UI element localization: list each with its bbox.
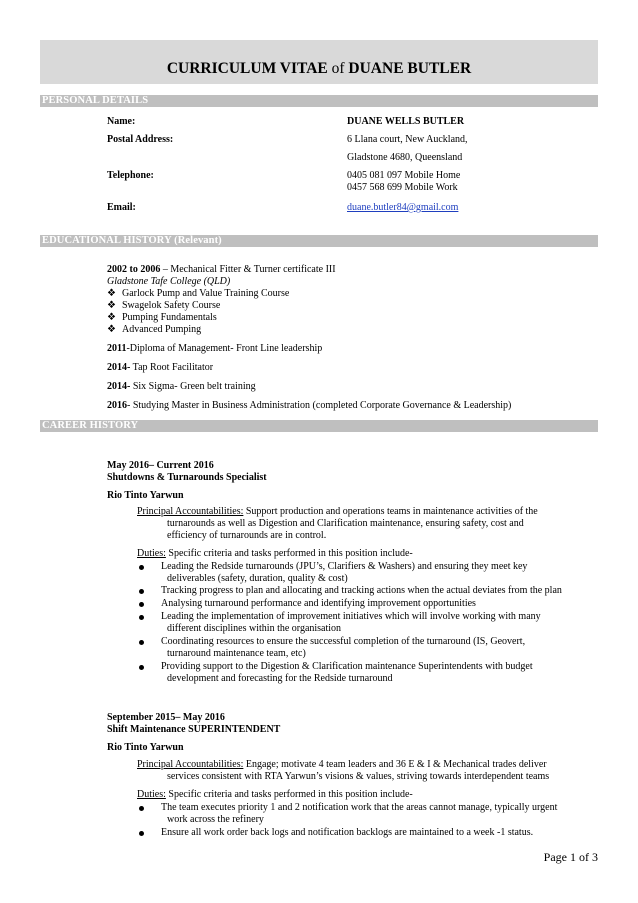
section-header-career: CAREER HISTORY bbox=[40, 420, 598, 432]
duty-item-cont: development and forecasting for the Redside turnaround bbox=[167, 673, 393, 684]
course-item: Swagelok Safety Course bbox=[122, 300, 221, 311]
course-item: Pumping Fundamentals bbox=[122, 312, 217, 323]
job-role: Shutdowns & Turnarounds Specialist bbox=[107, 472, 267, 483]
duty-item: The team executes priority 1 and 2 notification work that the areas cannot manage, typically urgent bbox=[161, 802, 558, 813]
duty-item-cont: deliverables (safety, duration, quality & cost) bbox=[167, 573, 348, 584]
duty-item: Coordinating resources to ensure the successful completion of the turnaround (IS, Geovert, bbox=[161, 636, 526, 647]
diamond-bullet-icon: ❖ bbox=[107, 300, 116, 311]
postal-line1: 6 Llana court, New Auckland, bbox=[347, 134, 468, 145]
duty-item: Ensure all work order back logs and notification backlogs are maintained to a week -1 status. bbox=[161, 827, 534, 838]
course-item: Garlock Pump and Value Training Course bbox=[122, 288, 290, 299]
cv-title-bar bbox=[40, 40, 598, 84]
name-value: DUANE WELLS BUTLER bbox=[347, 116, 465, 127]
course-item: Advanced Pumping bbox=[122, 324, 202, 335]
job-period: May 2016– Current 2016 bbox=[107, 460, 214, 471]
bullet-icon bbox=[139, 589, 144, 594]
job-duties: Duties: Specific criteria and tasks performed in this position include- bbox=[137, 548, 413, 559]
section-header-personal: PERSONAL DETAILS bbox=[40, 95, 598, 107]
edu-item: 2016- Studying Master in Business Administration (completed Corporate Governance & Leadership) bbox=[107, 400, 512, 411]
edu-item: 2011-Diploma of Management- Front Line leadership bbox=[107, 343, 323, 354]
job-accountabilities: Principal Accountabilities: Engage; motivate 4 team leaders and 36 E & I & Mechanical trades deliver bbox=[137, 759, 547, 770]
diamond-bullet-icon: ❖ bbox=[107, 312, 116, 323]
duty-item: Providing support to the Digestion & Clarification maintenance Superintendents with budget bbox=[161, 661, 533, 672]
bullet-icon bbox=[139, 831, 144, 836]
bullet-icon bbox=[139, 602, 144, 607]
job-accountabilities-cont: turnarounds as well as Digestion and Clarification maintenance, ensuring safety, cost and bbox=[167, 518, 524, 529]
bullet-icon bbox=[139, 565, 144, 570]
page-number: Page 1 of 3 bbox=[543, 850, 598, 864]
job-accountabilities: Principal Accountabilities: Support production and operations teams in maintenance activities of the bbox=[137, 506, 538, 517]
name-label: Name: bbox=[107, 116, 136, 127]
edu-item: 2014- Tap Root Facilitator bbox=[107, 362, 214, 373]
edu-college: Gladstone Tafe College (QLD) bbox=[107, 276, 231, 287]
email-link[interactable]: duane.butler84@gmail.com bbox=[347, 202, 459, 213]
edu-cert: 2002 to 2006 – Mechanical Fitter & Turner certificate III bbox=[107, 264, 336, 275]
cv-title: CURRICULUM VITAE of DUANE BUTLER bbox=[166, 60, 472, 77]
duty-item-cont: work across the refinery bbox=[167, 814, 264, 825]
duty-item: Leading the implementation of improvement initiatives which will involve working with many bbox=[161, 611, 541, 622]
duty-item: Leading the Redside turnarounds (JPU’s, Clarifiers & Washers) and ensuring they meet key bbox=[161, 561, 528, 572]
phone-line1: 0405 081 097 Mobile Home bbox=[347, 170, 461, 181]
job-duties: Duties: Specific criteria and tasks performed in this position include- bbox=[137, 789, 413, 800]
phone-line2: 0457 568 699 Mobile Work bbox=[347, 182, 458, 193]
section-header-education: EDUCATIONAL HISTORY (Relevant) bbox=[40, 235, 598, 247]
postal-label: Postal Address: bbox=[107, 134, 174, 145]
diamond-bullet-icon: ❖ bbox=[107, 288, 116, 299]
bullet-icon bbox=[139, 640, 144, 645]
postal-line2: Gladstone 4680, Queensland bbox=[347, 152, 463, 163]
job-company: Rio Tinto Yarwun bbox=[107, 742, 184, 753]
duty-item: Tracking progress to plan and allocating and tracking actions when the actual deviates from the plan bbox=[161, 585, 562, 596]
diamond-bullet-icon: ❖ bbox=[107, 324, 116, 335]
job-company: Rio Tinto Yarwun bbox=[107, 490, 184, 501]
job-role: Shift Maintenance SUPERINTENDENT bbox=[107, 724, 281, 735]
duty-item-cont: turnaround maintenance team, etc) bbox=[167, 648, 306, 659]
bullet-icon bbox=[139, 615, 144, 620]
job-period: September 2015– May 2016 bbox=[107, 712, 225, 723]
email-label: Email: bbox=[107, 202, 136, 213]
job-accountabilities-cont: services consistent with RTA Yarwun’s visions & values, striving towards interdependent teams bbox=[167, 771, 550, 782]
phone-label: Telephone: bbox=[107, 170, 154, 181]
edu-item: 2014- Six Sigma- Green belt training bbox=[107, 381, 256, 392]
bullet-icon bbox=[139, 665, 144, 670]
duty-item: Analysing turnaround performance and identifying improvement opportunities bbox=[161, 598, 476, 609]
duty-item-cont: different disciplines within the organisation bbox=[167, 623, 342, 634]
bullet-icon bbox=[139, 806, 144, 811]
job-accountabilities-cont: efficiency of turnarounds are in control. bbox=[167, 530, 327, 541]
